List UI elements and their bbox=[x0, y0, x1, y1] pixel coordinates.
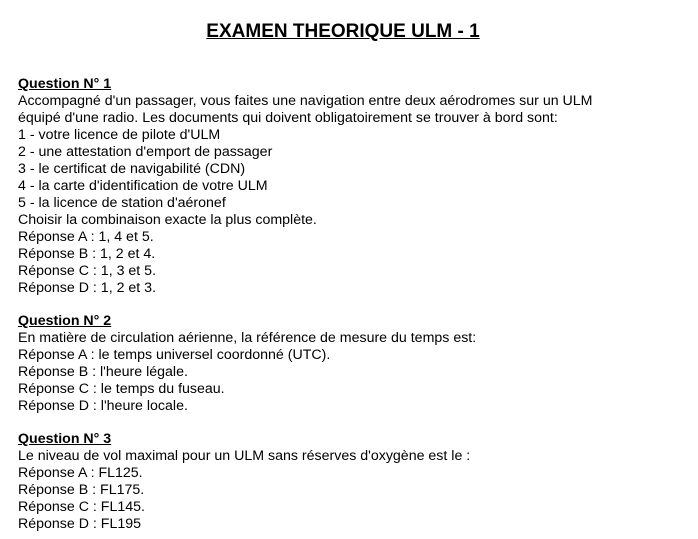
question-option-line: 1 - votre licence de pilote d'ULM bbox=[18, 127, 221, 143]
question-text-line: En matière de circulation aérienne, la référence de mesure du temps est: bbox=[18, 330, 477, 346]
answer-a: Réponse A : FL125. bbox=[18, 465, 143, 481]
answer-c: Réponse C : le temps du fuseau. bbox=[18, 381, 225, 397]
question-heading: Question N° 3 bbox=[18, 431, 112, 447]
answer-a: Réponse A : 1, 4 et 5. bbox=[18, 229, 154, 245]
answer-c: Réponse C : FL145. bbox=[18, 499, 145, 515]
answer-b: Réponse B : FL175. bbox=[18, 482, 145, 498]
question-option-line: 2 - une attestation d'emport de passager bbox=[18, 144, 273, 160]
question-2 bbox=[18, 313, 678, 415]
answer-b: Réponse B : l'heure légale. bbox=[18, 364, 188, 380]
question-option-line: 3 - le certificat de navigabilité (CDN) bbox=[18, 161, 246, 177]
answer-d: Réponse D : l'heure locale. bbox=[18, 398, 188, 414]
answer-c: Réponse C : 1, 3 et 5. bbox=[18, 263, 157, 279]
question-instruction: Choisir la combinaison exacte la plus complète. bbox=[18, 212, 317, 228]
question-text-line: Accompagné d'un passager, vous faites une navigation entre deux aérodromes sur un ULM bbox=[18, 93, 593, 109]
document-title: EXAMEN THEORIQUE ULM - 1 bbox=[206, 21, 480, 42]
question-1 bbox=[18, 76, 678, 297]
answer-b: Réponse B : 1, 2 et 4. bbox=[18, 246, 156, 262]
question-text-line: équipé d'une radio. Les documents qui doivent obligatoirement se trouver à bord sont: bbox=[18, 110, 558, 126]
question-3 bbox=[18, 431, 678, 533]
answer-a: Réponse A : le temps universel coordonné (UTC). bbox=[18, 347, 331, 363]
question-option-line: 4 - la carte d'identification de votre ULM bbox=[18, 178, 268, 194]
answer-d: Réponse D : FL195 bbox=[18, 516, 142, 532]
question-heading: Question N° 1 bbox=[18, 76, 112, 92]
question-text-line: Le niveau de vol maximal pour un ULM sans réserves d'oxygène est le : bbox=[18, 448, 471, 464]
question-option-line: 5 - la licence de station d'aéronef bbox=[18, 195, 226, 211]
question-heading: Question N° 2 bbox=[18, 313, 112, 329]
answer-d: Réponse D : 1, 2 et 3. bbox=[18, 280, 157, 296]
